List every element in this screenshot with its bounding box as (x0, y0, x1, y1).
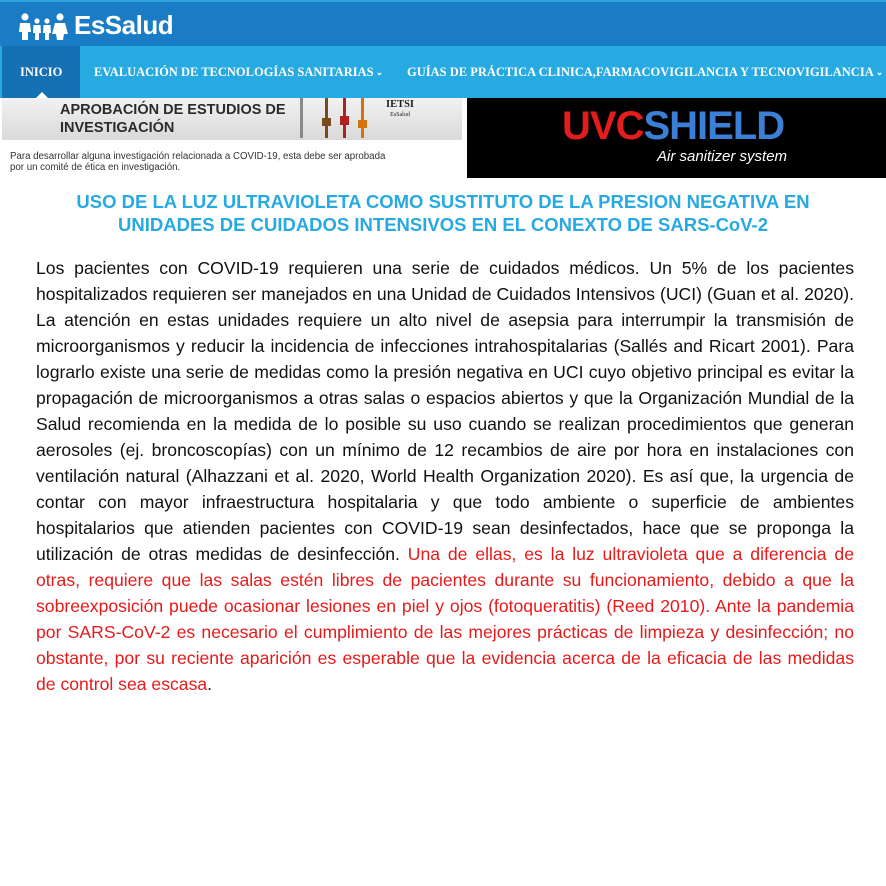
article-body (36, 255, 854, 697)
uvcshield-ad-banner[interactable] (467, 98, 886, 178)
knot-rope-icon (340, 98, 350, 138)
nav-item-label: GUÍAS DE PRÁCTICA CLINICA,FARMACOVIGILANCIA Y TECNOVIGILANCIA (407, 65, 874, 79)
knot-rope-icon (358, 98, 368, 138)
nav-item-evaluacion[interactable] (94, 46, 383, 98)
nav-item-guias[interactable] (407, 46, 883, 98)
uvcshield-logo (562, 104, 784, 148)
ietsi-logo (386, 100, 414, 120)
knot-rope-icon (322, 98, 332, 138)
site-header (0, 0, 886, 46)
banner-description-line: por un comité de ética en investigación. (10, 162, 181, 173)
uvcshield-logo-part: UVC (562, 104, 644, 148)
family-icon (18, 12, 70, 40)
uvcshield-logo-part: SHIELD (643, 104, 785, 148)
banner-title-line: APROBACIÓN DE ESTUDIOS DE (60, 102, 286, 118)
research-approval-banner[interactable] (2, 98, 462, 178)
banner-description (10, 151, 460, 173)
article-text: Los pacientes con COVID-19 requieren una serie de cuidados médicos. Un 5% de los pacientes hospitalizados requieren ser manejados en una Unidad de Cuidados Intensivos (UCI) (Guan et al. 2020). La atención en estas unidades requiere un alto nivel de asepsia para interrumpir la transmisión de microorganismos y reducir la incidencia de infecciones intrahospitalarias (Sallés and Ricart 2001). Para lograrlo existe una serie de medidas como la presión negativa en UCI cuyo objetivo principal es evitar la propagación de microorganismos a otras salas o espacios abiertos y que la Organización Mundial de la Salud recomienda en la medida de lo posible su uso cuando se realizan procedimientos que generan aerosoles (ej. broncoscopías) con un mínimo de 12 recambios de aire por hora en instalaciones con ventilación natural (Alhazzani et al. 2020, World Health Organization 2020). Es así que, la urgencia de contar con mayor infraestructura hospitalaria y que todo ambiente o superficie de ambientes hospitalarios que atienden pacientes con COVID-19 sean desinfectados, hace que se proponga la utilización de otras medidas de desinfección. (36, 258, 854, 564)
ietsi-sub: EsSalud (390, 112, 410, 118)
article-title: USO DE LA LUZ ULTRAVIOLETA COMO SUSTITUTO DE LA PRESION NEGATIVA EN UNIDADES DE CUIDADOS INTENSIVOS EN EL CONEXTO DE SARS-CoV-2 (76, 191, 810, 235)
banner-description-line: Para desarrollar alguna investigación relacionada a COVID-19, esta debe ser aprobada (10, 151, 386, 162)
main-navigation (0, 46, 886, 98)
nav-item-label: INICIO (20, 65, 63, 79)
brand-name: EsSalud (74, 10, 174, 40)
banner-title-line: INVESTIGACIÓN (60, 120, 175, 136)
chevron-down-icon: ⌄ (375, 67, 384, 77)
chevron-down-icon: ⌄ (875, 67, 884, 77)
article-text-end: . (207, 674, 213, 694)
home-logo-link[interactable] (18, 10, 173, 41)
article-highlighted-text: Una de ellas, es la luz ultravioleta que a diferencia de otras, requiere que las salas estén libres de pacientes durante su funcionamiento, debido a que la sobreexposición puede ocasionar lesiones en piel y ojos (fotoqueratitis) (Reed 2010). Ante la pandemia por SARS-CoV-2 es necesario el cumplimiento de las mejores prácticas de limpieza y desinfección; no obstante, por su reciente aparición es esperable que la evidencia acerca de la eficacia de las medidas de control sea escasa (36, 544, 855, 694)
rope-icon (300, 98, 303, 138)
uvcshield-tagline: Air sanitizer system (657, 148, 788, 165)
nav-item-inicio[interactable] (2, 46, 80, 98)
ietsi-name: IETSI (386, 99, 415, 110)
banner-title (60, 101, 320, 137)
nav-item-label: EVALUACIÓN DE TECNOLOGÍAS SANITARIAS (94, 65, 374, 79)
